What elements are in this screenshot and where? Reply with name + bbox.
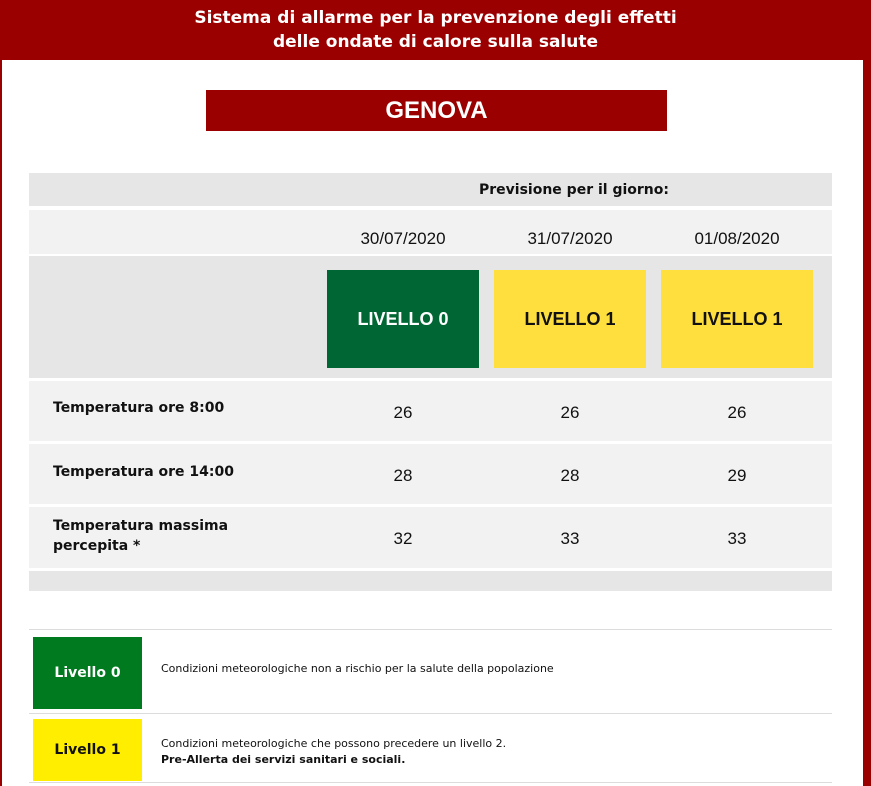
- header-title-line2: delle ondate di calore sulla salute: [272, 32, 599, 52]
- row-label-temp-max-line1: Temperatura massima: [53, 518, 229, 534]
- legend-level-1-badge: Livello 1: [33, 719, 142, 781]
- value-temp-8-day-2: 26: [560, 403, 580, 422]
- legend-level-0-description: Condizioni meteorologiche non a rischio per la salute della popolazione: [161, 662, 554, 675]
- legend-level-1-description: Condizioni meteorologiche che possono precedere un livello 2.: [161, 737, 507, 750]
- legend-level-1-text: [161, 736, 506, 768]
- value-temp-max-day-2: 33: [560, 529, 580, 548]
- legend-separator: [29, 629, 832, 630]
- date-day-1: 30/07/2020: [360, 229, 446, 248]
- level-badge-day-3: LIVELLO 1: [661, 270, 813, 368]
- legend-level-0-text: [161, 661, 554, 677]
- level-badge-day-1: LIVELLO 0: [327, 270, 479, 368]
- value-temp-14-day-1: 28: [393, 466, 413, 485]
- date-day-3: 01/08/2020: [694, 229, 780, 248]
- row-label-temp-8: Temperatura ore 8:00: [53, 400, 225, 416]
- table-footer-strip: [29, 571, 832, 591]
- value-temp-14-day-3: 29: [727, 466, 747, 485]
- value-temp-max-day-3: 33: [727, 529, 747, 548]
- legend-level-0-badge: Livello 0: [33, 637, 142, 709]
- page-header: [0, 0, 871, 60]
- value-temp-max-day-1: 32: [393, 529, 413, 548]
- row-label-temp-14: Temperatura ore 14:00: [53, 464, 234, 480]
- value-temp-14-day-2: 28: [560, 466, 580, 485]
- header-title-line1: Sistema di allarme per la prevenzione degli effetti: [194, 8, 677, 28]
- legend-level-1-description-bold: Pre-Allerta dei servizi sanitari e sociali.: [161, 753, 406, 766]
- legend-separator: [29, 782, 832, 783]
- level-badge-day-2: LIVELLO 1: [494, 270, 646, 368]
- forecast-label-row: [29, 173, 832, 206]
- row-label-temp-max-line2: percepita *: [53, 538, 141, 554]
- date-day-2: 31/07/2020: [527, 229, 613, 248]
- forecast-label: Previsione per il giorno:: [479, 182, 669, 198]
- value-temp-8-day-3: 26: [727, 403, 747, 422]
- row-label-temp-max: [53, 516, 228, 556]
- value-temp-8-day-1: 26: [393, 403, 413, 422]
- legend-separator: [29, 713, 832, 714]
- city-title: GENOVA: [206, 90, 667, 131]
